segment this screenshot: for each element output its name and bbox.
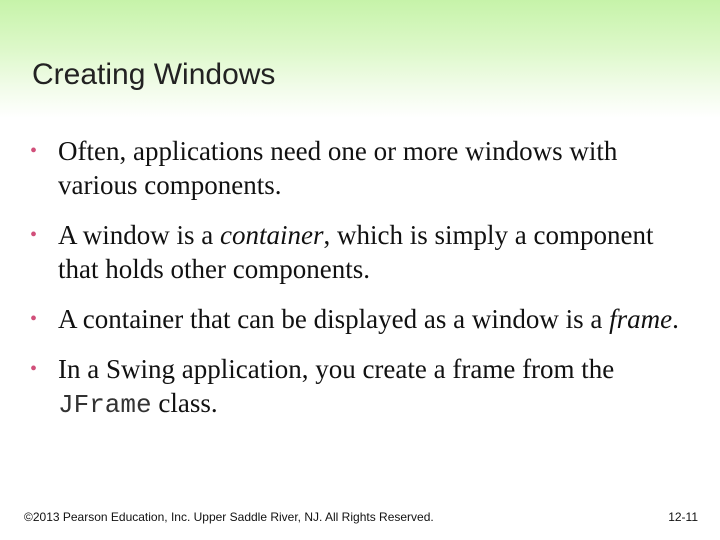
footer-copyright: ©2013 Pearson Education, Inc. Upper Saddle River, NJ. All Rights Reserved. <box>24 510 434 524</box>
page-number: 12-11 <box>668 510 698 524</box>
bullet-emphasis: frame <box>609 304 673 334</box>
bullet-item <box>30 218 690 286</box>
bullet-text: A window is a <box>58 220 220 250</box>
bullet-text: Often, applications need one or more windows with various components. <box>58 136 618 200</box>
bullet-item <box>30 352 690 422</box>
bullet-text: . <box>672 304 679 334</box>
bullet-marker: • <box>30 308 38 330</box>
bullet-text: A container that can be displayed as a window is a <box>58 304 610 334</box>
bullet-marker: • <box>30 358 38 380</box>
bullet-emphasis: container <box>220 220 324 250</box>
bullet-marker: • <box>30 140 38 162</box>
bullet-text: In a Swing application, you create a frame from the <box>58 354 615 384</box>
slide-title: Creating Windows <box>32 58 276 91</box>
bullet-text: , which is simply a component that holds other components. <box>58 220 654 284</box>
bullet-item <box>30 302 690 336</box>
bullet-marker: • <box>30 224 38 246</box>
bullet-code: JFrame <box>58 390 152 420</box>
bullet-text: class. <box>151 388 218 418</box>
bullet-list <box>30 134 690 438</box>
bullet-item <box>30 134 690 202</box>
